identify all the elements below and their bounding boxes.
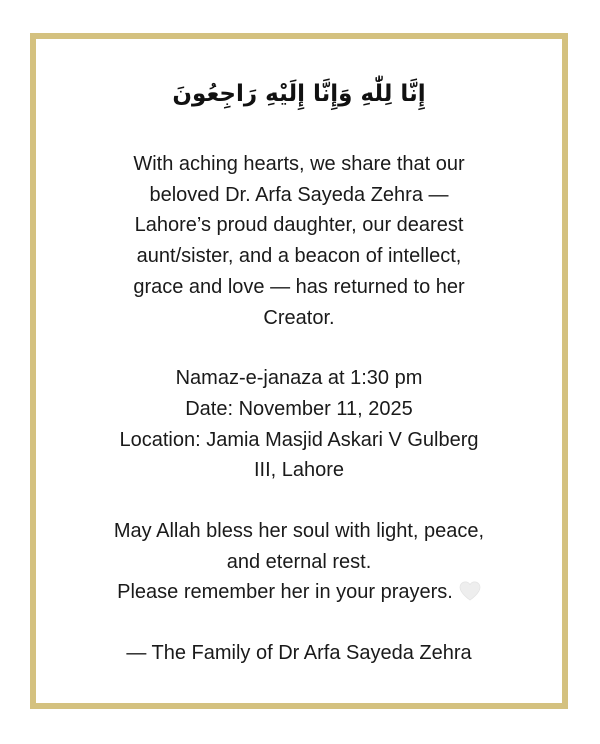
namaz-time: Namaz-e-janaza at 1:30 pm: [175, 367, 423, 390]
prayer-line-with-heart: [36, 577, 562, 608]
card-content: [36, 79, 562, 688]
prayer-line: and eternal rest.: [226, 550, 372, 573]
prayer-line: May Allah bless her soul with light, peace,: [113, 520, 485, 543]
memorial-card: [30, 33, 568, 709]
announcement-line: Creator.: [263, 306, 335, 329]
announcement-line: beloved Dr. Arfa Sayeda Zehra —: [149, 183, 449, 206]
announcement-line: aunt/sister, and a beacon of intellect,: [136, 245, 462, 268]
announcement: [36, 149, 562, 333]
arabic-verse: إِنَّا لِلّٰهِ وَإِنَّا إِلَيْهِ رَاجِعُونَ: [172, 81, 426, 107]
announcement-line: With aching hearts, we share that our: [133, 153, 465, 175]
location-line: Location: Jamia Masjid Askari V Gulberg: [119, 428, 479, 451]
announcement-line: Lahore’s proud daughter, our dearest: [134, 214, 464, 237]
family-signature: — The Family of Dr Arfa Sayeda Zehra: [126, 642, 472, 665]
white-heart-icon: [459, 581, 481, 601]
location-line: III, Lahore: [253, 459, 345, 482]
funeral-date: Date: November 11, 2025: [185, 397, 413, 420]
prayer-line: Please remember her in your prayers.: [117, 581, 453, 604]
funeral-details: [36, 363, 562, 486]
prayer-message: [36, 516, 562, 608]
announcement-line: grace and love — has returned to her: [133, 275, 465, 298]
